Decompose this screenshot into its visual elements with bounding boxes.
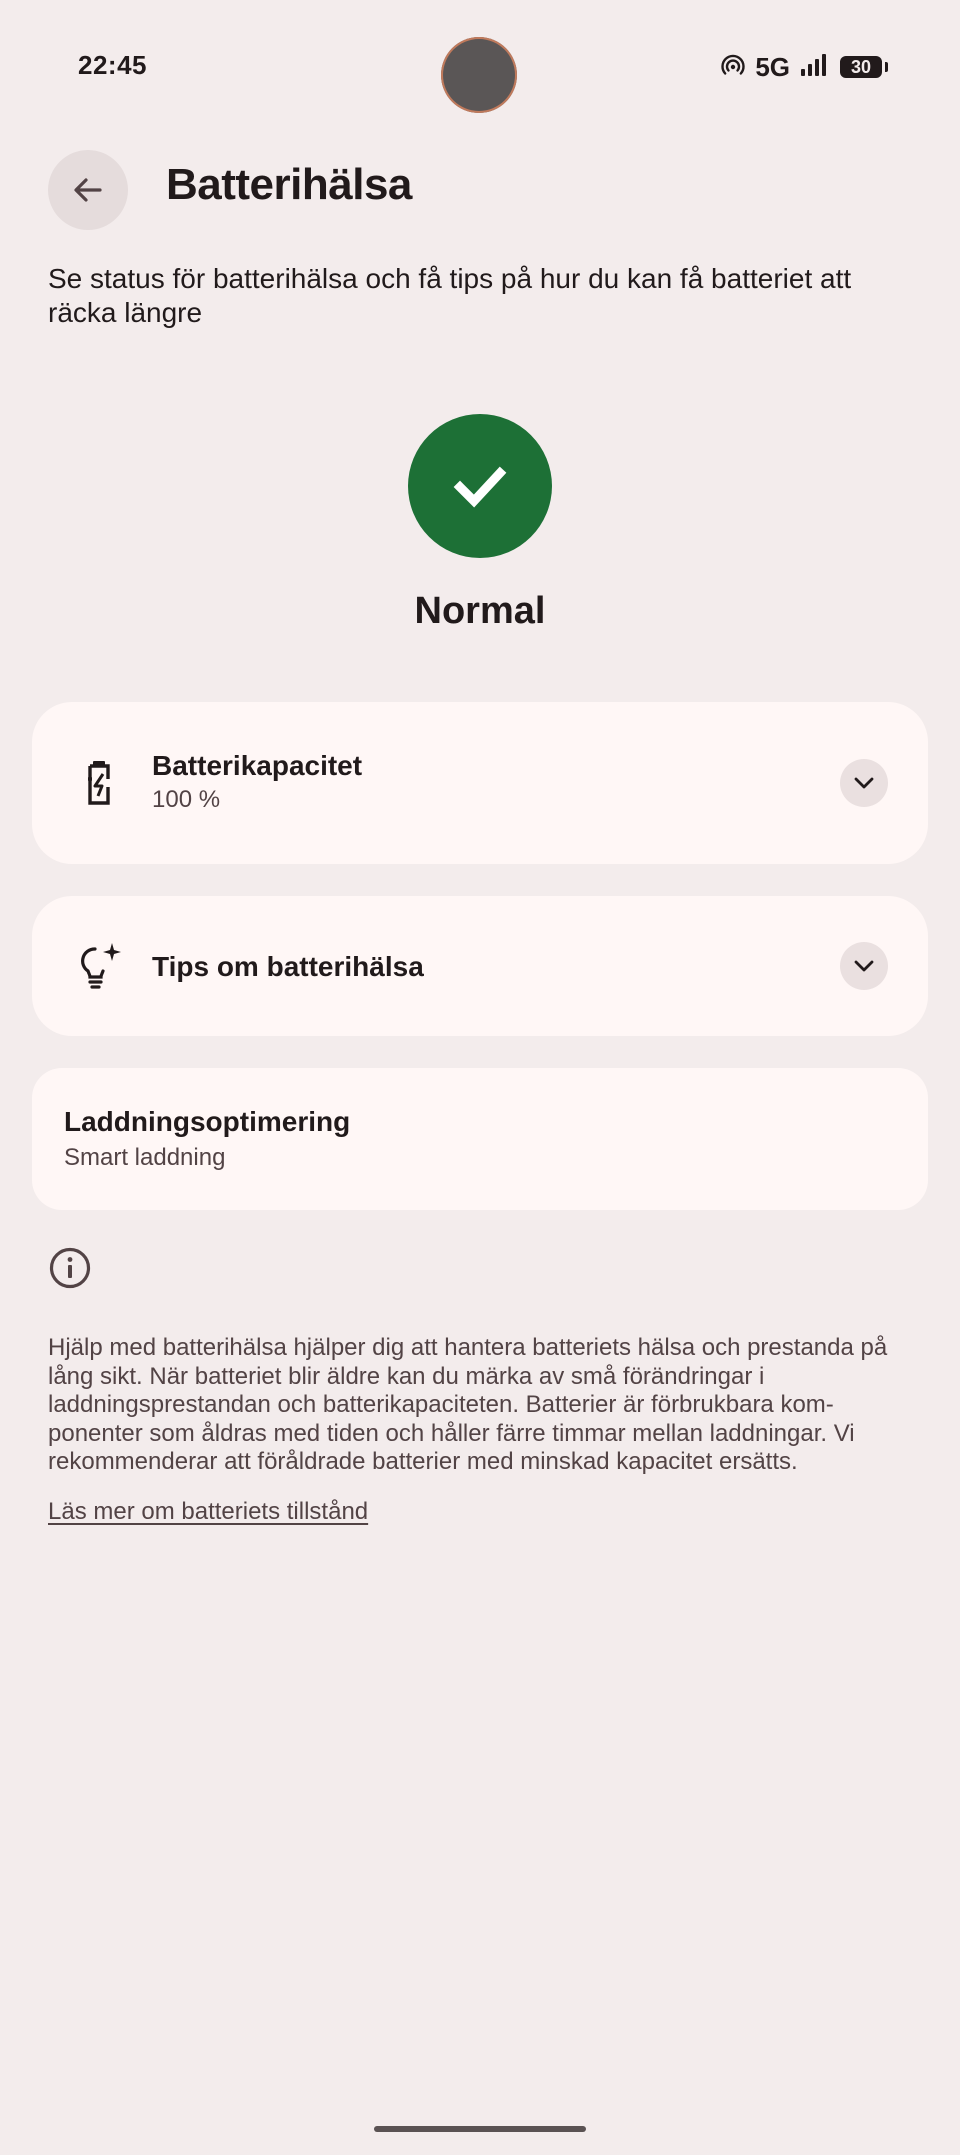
home-indicator[interactable] — [374, 2126, 586, 2132]
front-camera — [441, 37, 517, 113]
card-subtitle: 100 % — [152, 786, 221, 813]
card-subtitle: Smart laddning — [64, 1144, 226, 1171]
expand-button[interactable] — [840, 759, 888, 807]
lightbulb-sparkle-icon — [72, 938, 128, 994]
charging-optimization-card[interactable] — [32, 1068, 928, 1210]
status-icons — [721, 52, 882, 82]
back-button[interactable] — [48, 150, 128, 230]
page-description: Se status för batterihälsa och få tips på hur du kan få batteriet att räcka längre — [48, 263, 852, 328]
info-icon — [48, 1246, 92, 1290]
battery-health-info-text: Hjälp med batterihälsa hjälper dig att hantera batteriets hälsa och prestanda på lång sikt. När batteriet blir äldre kan du märka av små förändringar i laddningsprestandan och batterikapaciteten. Batterier är förbrukbara kom-ponenter som åldras med tiden och håller färre timmar mellan laddningar. Vi rekommenderar att föråldrade batterier med minskad kapacitet ersätts. — [48, 1334, 888, 1475]
check-icon — [450, 456, 510, 516]
status-time: 22:45 — [78, 50, 147, 80]
status-indicator — [408, 414, 552, 558]
chevron-down-icon — [853, 959, 875, 973]
hotspot-icon — [721, 53, 745, 82]
chevron-down-icon — [853, 776, 875, 790]
battery-tips-card[interactable] — [32, 896, 928, 1036]
network-type: 5G — [755, 51, 790, 82]
card-title: Laddningsoptimering — [64, 1106, 351, 1137]
battery-charging-icon — [72, 755, 128, 811]
card-title: Batterikapacitet — [152, 750, 363, 781]
arrow-left-icon — [70, 172, 106, 208]
status-bar — [0, 0, 960, 130]
card-title: Tips om batterihälsa — [152, 951, 424, 982]
status-label: Normal — [414, 590, 546, 632]
battery-capacity-card[interactable] — [32, 702, 928, 864]
signal-icon — [800, 53, 830, 82]
expand-button[interactable] — [840, 942, 888, 990]
learn-more-link[interactable]: Läs mer om batteriets tillstånd — [48, 1498, 369, 1525]
page-title: Batterihälsa — [166, 160, 412, 209]
battery-icon: 30 — [840, 56, 882, 78]
